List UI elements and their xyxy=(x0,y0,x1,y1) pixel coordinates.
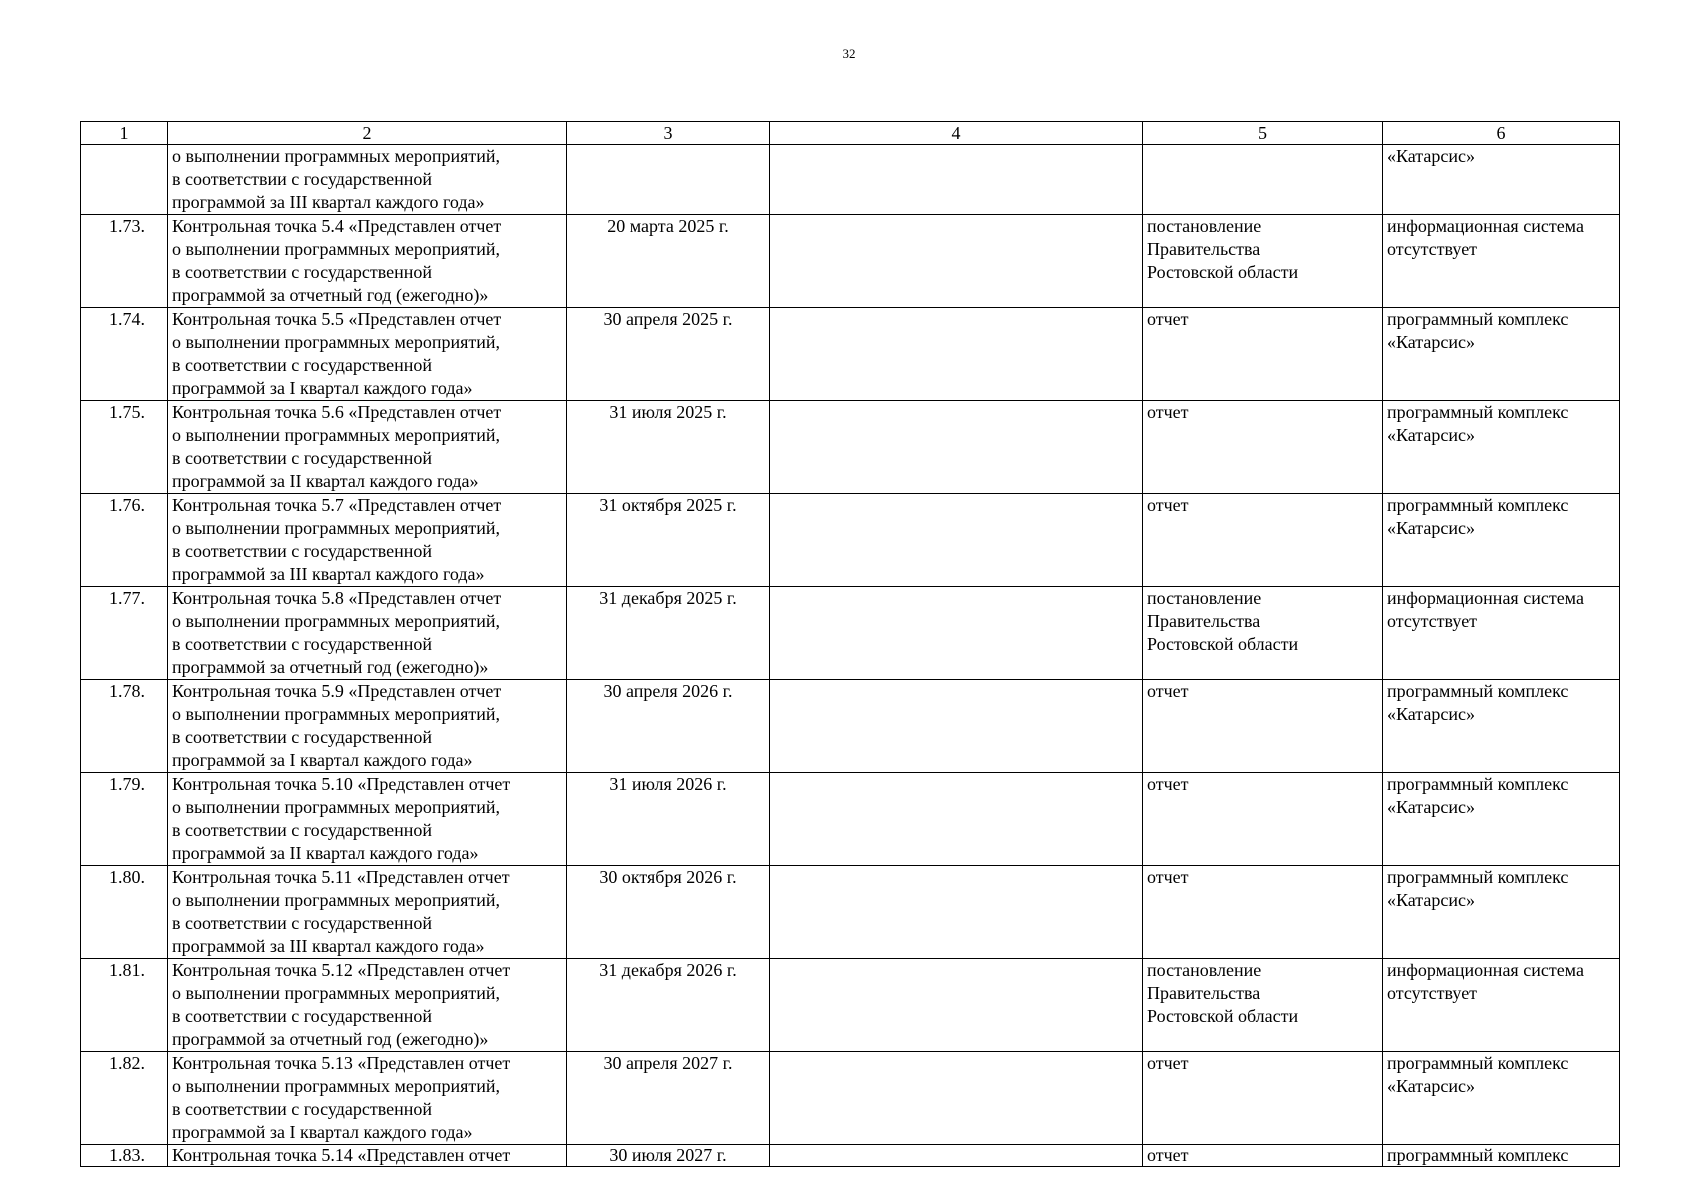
text-line: в соответствии с государственной xyxy=(172,355,432,375)
column-4-cell xyxy=(770,866,1143,959)
text-line: «Катарсис» xyxy=(1387,704,1475,724)
date-cell: 30 апреля 2026 г. xyxy=(567,680,770,773)
document-cell xyxy=(1143,1145,1383,1167)
description-cell xyxy=(168,494,567,587)
text-line: отчет xyxy=(1147,309,1189,329)
row-number-cell: 1.76. xyxy=(81,494,168,587)
document-cell xyxy=(1143,145,1383,215)
text-line: отчет xyxy=(1147,867,1189,887)
table-row xyxy=(81,587,1620,680)
table-row xyxy=(81,773,1620,866)
table-row-continuation xyxy=(81,145,1620,215)
date-cell: 30 апреля 2027 г. xyxy=(567,1052,770,1145)
text-line: Контрольная точка 5.6 «Представлен отчет xyxy=(172,402,502,422)
description-cell xyxy=(168,215,567,308)
row-number-cell: 1.73. xyxy=(81,215,168,308)
document-cell xyxy=(1143,401,1383,494)
document-cell xyxy=(1143,959,1383,1052)
header-cell: 5 xyxy=(1143,122,1383,145)
table-row xyxy=(81,680,1620,773)
system-cell xyxy=(1383,308,1620,401)
table-row xyxy=(81,1052,1620,1145)
text-line: программой за III квартал каждого года» xyxy=(172,564,485,584)
text-line: Контрольная точка 5.5 «Представлен отчет xyxy=(172,309,502,329)
system-cell xyxy=(1383,1052,1620,1145)
text-line: отсутствует xyxy=(1387,611,1478,631)
system-cell xyxy=(1383,494,1620,587)
header-cell: 1 xyxy=(81,122,168,145)
text-line: о выполнении программных мероприятий, xyxy=(172,425,501,445)
system-cell xyxy=(1383,959,1620,1052)
date-cell: 31 июля 2026 г. xyxy=(567,773,770,866)
row-number-cell: 1.80. xyxy=(81,866,168,959)
text-line: Контрольная точка 5.12 «Представлен отчет xyxy=(172,960,511,980)
text-line: в соответствии с государственной xyxy=(172,169,432,189)
text-line: о выполнении программных мероприятий, xyxy=(172,239,501,259)
column-4-cell xyxy=(770,308,1143,401)
document-cell xyxy=(1143,587,1383,680)
system-cell xyxy=(1383,401,1620,494)
text-line: Контрольная точка 5.4 «Представлен отчет xyxy=(172,216,502,236)
text-line: о выполнении программных мероприятий, xyxy=(172,704,501,724)
row-number-cell: 1.75. xyxy=(81,401,168,494)
text-line: в соответствии с государственной xyxy=(172,1006,432,1026)
document-cell xyxy=(1143,773,1383,866)
text-line: о выполнении программных мероприятий, xyxy=(172,983,501,1003)
text-line: в соответствии с государственной xyxy=(172,634,432,654)
text-line: в соответствии с государственной xyxy=(172,448,432,468)
document-cell xyxy=(1143,680,1383,773)
column-4-cell xyxy=(770,959,1143,1052)
description-cell xyxy=(168,308,567,401)
text-line: программой за II квартал каждого года» xyxy=(172,843,479,863)
row-number-cell: 1.81. xyxy=(81,959,168,1052)
description-cell xyxy=(168,145,567,215)
row-number-cell: 1.74. xyxy=(81,308,168,401)
text-line: «Катарсис» xyxy=(1387,797,1475,817)
text-line: «Катарсис» xyxy=(1387,425,1475,445)
document-cell xyxy=(1143,866,1383,959)
text-line: «Катарсис» xyxy=(1387,332,1475,352)
text-line: в соответствии с государственной xyxy=(172,262,432,282)
text-line: отчет xyxy=(1147,774,1189,794)
text-line: в соответствии с государственной xyxy=(172,913,432,933)
system-cell xyxy=(1383,587,1620,680)
text-line: отчет xyxy=(1147,1145,1189,1165)
system-cell xyxy=(1383,773,1620,866)
table-row xyxy=(81,401,1620,494)
column-4-cell xyxy=(770,215,1143,308)
control-points-table xyxy=(80,121,1620,1167)
text-line: в соответствии с государственной xyxy=(172,1099,432,1119)
text-line: Контрольная точка 5.9 «Представлен отчет xyxy=(172,681,502,701)
text-line: постановление xyxy=(1147,216,1262,236)
text-line: о выполнении программных мероприятий, xyxy=(172,1076,501,1096)
text-line: программой за I квартал каждого года» xyxy=(172,378,473,398)
description-cell xyxy=(168,401,567,494)
text-line: о выполнении программных мероприятий, xyxy=(172,146,501,166)
text-line: программой за I квартал каждого года» xyxy=(172,750,473,770)
text-line: отсутствует xyxy=(1387,239,1478,259)
table-row xyxy=(81,959,1620,1052)
text-line: о выполнении программных мероприятий, xyxy=(172,797,501,817)
date-cell xyxy=(567,145,770,215)
column-4-cell xyxy=(770,1052,1143,1145)
column-4-cell xyxy=(770,401,1143,494)
text-line: программный комплекс xyxy=(1387,867,1569,887)
text-line: программой за III квартал каждого года» xyxy=(172,192,485,212)
date-cell: 20 марта 2025 г. xyxy=(567,215,770,308)
row-number-cell xyxy=(81,145,168,215)
system-cell xyxy=(1383,680,1620,773)
text-line: отчет xyxy=(1147,402,1189,422)
text-line: программный комплекс xyxy=(1387,1145,1569,1165)
system-cell xyxy=(1383,1145,1620,1167)
text-line: программой за отчетный год (ежегодно)» xyxy=(172,285,489,305)
description-cell xyxy=(168,773,567,866)
text-line: Ростовской области xyxy=(1147,634,1299,654)
text-line: программой за I квартал каждого года» xyxy=(172,1122,473,1142)
text-line: Контрольная точка 5.8 «Представлен отчет xyxy=(172,588,502,608)
system-cell xyxy=(1383,866,1620,959)
document-cell xyxy=(1143,1052,1383,1145)
text-line: Контрольная точка 5.13 «Представлен отчет xyxy=(172,1053,511,1073)
header-cell: 2 xyxy=(168,122,567,145)
text-line: отсутствует xyxy=(1387,983,1478,1003)
text-line: программный комплекс xyxy=(1387,1053,1569,1073)
text-line: программный комплекс xyxy=(1387,495,1569,515)
text-line: программой за II квартал каждого года» xyxy=(172,471,479,491)
column-4-cell xyxy=(770,773,1143,866)
row-number-cell: 1.78. xyxy=(81,680,168,773)
text-line: Правительства xyxy=(1147,239,1261,259)
date-cell: 30 октября 2026 г. xyxy=(567,866,770,959)
text-line: о выполнении программных мероприятий, xyxy=(172,518,501,538)
text-line: Правительства xyxy=(1147,611,1261,631)
table-row xyxy=(81,866,1620,959)
date-cell: 31 июля 2025 г. xyxy=(567,401,770,494)
document-cell xyxy=(1143,308,1383,401)
text-line: «Катарсис» xyxy=(1387,146,1475,166)
row-number-cell: 1.82. xyxy=(81,1052,168,1145)
table-row xyxy=(81,215,1620,308)
text-line: Ростовской области xyxy=(1147,262,1299,282)
header-cell: 6 xyxy=(1383,122,1620,145)
text-line: постановление xyxy=(1147,960,1262,980)
table-header-row xyxy=(81,122,1620,145)
row-number-cell: 1.77. xyxy=(81,587,168,680)
text-line: программный комплекс xyxy=(1387,309,1569,329)
column-4-cell xyxy=(770,145,1143,215)
text-line: «Катарсис» xyxy=(1387,518,1475,538)
text-line: отчет xyxy=(1147,681,1189,701)
header-cell: 3 xyxy=(567,122,770,145)
text-line: в соответствии с государственной xyxy=(172,541,432,561)
column-4-cell xyxy=(770,494,1143,587)
text-line: информационная система xyxy=(1387,216,1584,236)
description-cell xyxy=(168,959,567,1052)
document-cell xyxy=(1143,215,1383,308)
text-line: информационная система xyxy=(1387,960,1584,980)
row-number-cell: 1.83. xyxy=(81,1145,168,1167)
page-number: 32 xyxy=(842,46,856,61)
text-line: отчет xyxy=(1147,495,1189,515)
column-4-cell xyxy=(770,1145,1143,1167)
text-line: о выполнении программных мероприятий, xyxy=(172,332,501,352)
date-cell: 30 июля 2027 г. xyxy=(567,1145,770,1167)
text-line: Контрольная точка 5.14 «Представлен отчет xyxy=(172,1145,511,1165)
text-line: о выполнении программных мероприятий, xyxy=(172,611,501,631)
text-line: отчет xyxy=(1147,1053,1189,1073)
description-cell xyxy=(168,866,567,959)
text-line: программой за III квартал каждого года» xyxy=(172,936,485,956)
table-row xyxy=(81,494,1620,587)
system-cell xyxy=(1383,145,1620,215)
description-cell xyxy=(168,680,567,773)
text-line: Контрольная точка 5.7 «Представлен отчет xyxy=(172,495,502,515)
date-cell: 31 декабря 2026 г. xyxy=(567,959,770,1052)
row-number-cell: 1.79. xyxy=(81,773,168,866)
header-cell: 4 xyxy=(770,122,1143,145)
text-line: программный комплекс xyxy=(1387,402,1569,422)
table-row xyxy=(81,308,1620,401)
text-line: программой за отчетный год (ежегодно)» xyxy=(172,1029,489,1049)
description-cell xyxy=(168,1052,567,1145)
text-line: постановление xyxy=(1147,588,1262,608)
table-row xyxy=(81,1145,1620,1167)
column-4-cell xyxy=(770,680,1143,773)
text-line: программный комплекс xyxy=(1387,681,1569,701)
document-cell xyxy=(1143,494,1383,587)
description-cell xyxy=(168,1145,567,1167)
text-line: Контрольная точка 5.10 «Представлен отчет xyxy=(172,774,511,794)
text-line: Контрольная точка 5.11 «Представлен отчет xyxy=(172,867,510,887)
text-line: в соответствии с государственной xyxy=(172,820,432,840)
text-line: программой за отчетный год (ежегодно)» xyxy=(172,657,489,677)
text-line: программный комплекс xyxy=(1387,774,1569,794)
text-line: «Катарсис» xyxy=(1387,1076,1475,1096)
text-line: «Катарсис» xyxy=(1387,890,1475,910)
text-line: в соответствии с государственной xyxy=(172,727,432,747)
text-line: о выполнении программных мероприятий, xyxy=(172,890,501,910)
text-line: информационная система xyxy=(1387,588,1584,608)
description-cell xyxy=(168,587,567,680)
text-line: Правительства xyxy=(1147,983,1261,1003)
date-cell: 31 декабря 2025 г. xyxy=(567,587,770,680)
system-cell xyxy=(1383,215,1620,308)
date-cell: 31 октября 2025 г. xyxy=(567,494,770,587)
date-cell: 30 апреля 2025 г. xyxy=(567,308,770,401)
column-4-cell xyxy=(770,587,1143,680)
text-line: Ростовской области xyxy=(1147,1006,1299,1026)
